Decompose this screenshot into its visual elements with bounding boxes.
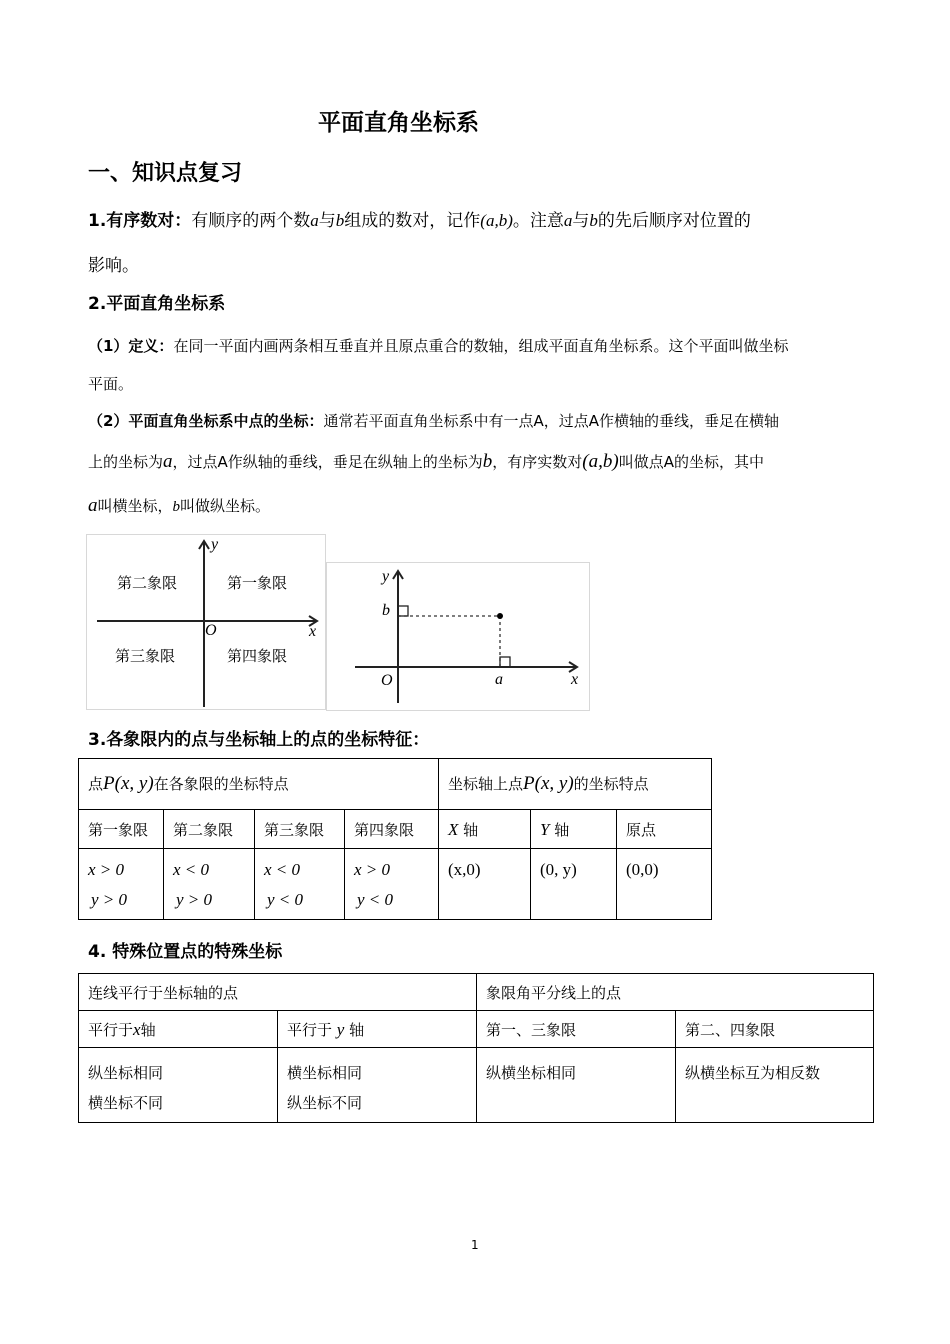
- coordinate-line2: [88, 451, 764, 473]
- table-cell: 第二象限: [164, 810, 255, 849]
- coordinate-text: 叫做纵坐标。: [180, 497, 271, 515]
- condition: y < 0: [267, 890, 304, 909]
- item3-heading: 3.各象限内的点与坐标轴上的点的坐标特征：: [88, 730, 430, 750]
- table-header-left: [79, 759, 439, 810]
- table-row: [79, 849, 712, 920]
- condition: y > 0: [91, 890, 128, 909]
- a-label: a: [495, 671, 503, 688]
- var-a: a: [563, 211, 573, 230]
- coordinate-text: 上的坐标为: [88, 453, 164, 471]
- condition: x < 0: [264, 860, 301, 879]
- page-title: 平面直角坐标系: [318, 110, 479, 136]
- table-cell: [79, 1048, 278, 1123]
- b-label: b: [382, 602, 390, 619]
- table-cell: [439, 810, 531, 849]
- pair-ab: (a,b): [480, 211, 513, 230]
- point-p: P(x, y): [523, 773, 574, 794]
- quadrant-table: [78, 758, 712, 920]
- right-angle-x: [500, 657, 510, 667]
- table-cell: 连线平行于坐标轴的点: [79, 974, 477, 1011]
- cell-line: 纵横坐标互为相反数: [685, 1064, 821, 1082]
- table-cell: [531, 810, 617, 849]
- table-cell: 象限角平分线上的点: [477, 974, 874, 1011]
- table-cell: 原点: [617, 810, 712, 849]
- condition: x < 0: [173, 860, 210, 879]
- definition-line2: 平面。: [88, 375, 134, 393]
- var-b: b: [335, 211, 345, 230]
- table-header-right: [439, 759, 712, 810]
- section-heading: 一、知识点复习: [88, 161, 243, 186]
- item1-text: 的先后顺序对位置的: [597, 211, 751, 231]
- axis-suffix: 轴: [463, 820, 479, 839]
- table-cell: (0,0): [617, 849, 712, 920]
- item4-heading: 4. 特殊位置点的特殊坐标: [88, 942, 283, 962]
- definition-text: 在同一平面内画两条相互垂直并且原点重合的数轴，组成平面直角坐标系。这个平面叫做坐标: [173, 337, 789, 355]
- table-cell: [79, 1011, 278, 1048]
- var-a: a: [310, 211, 319, 230]
- coordinate-text: 叫横坐标，: [97, 497, 173, 515]
- header-text: 点: [88, 775, 104, 793]
- x-axis-label: x: [309, 623, 317, 640]
- table-cell: 第二、四象限: [676, 1011, 874, 1048]
- axis-name: y: [336, 1019, 345, 1039]
- item1-text: 与: [572, 211, 590, 231]
- right-angle-y: [398, 606, 408, 616]
- var-b: b: [589, 211, 598, 230]
- header-text: 在各象限的坐标特点: [153, 775, 289, 793]
- axis-name: Y: [540, 819, 550, 839]
- table-row: [79, 1048, 874, 1123]
- condition: y < 0: [357, 890, 394, 909]
- item1-text: 与: [318, 211, 336, 231]
- cell-line: 纵坐标相同: [88, 1064, 164, 1082]
- table-cell: 第三象限: [255, 810, 345, 849]
- table-row: [79, 974, 874, 1011]
- quadrant-diagram: [87, 535, 325, 709]
- quadrant-4-label: 第四象限: [227, 647, 288, 665]
- header-text: 坐标轴上点: [448, 775, 524, 793]
- quadrant-2-label: 第二象限: [117, 574, 178, 592]
- page-number: 1: [471, 1238, 479, 1252]
- table-cell: [278, 1011, 477, 1048]
- cell-line: 横坐标不同: [88, 1094, 164, 1112]
- coordinate-line1: [88, 410, 779, 431]
- table-cell: [345, 849, 439, 920]
- origin-label: O: [205, 622, 217, 639]
- origin-label: O: [381, 672, 393, 689]
- table-cell: 第一、三象限: [477, 1011, 676, 1048]
- y-axis-label: y: [382, 568, 390, 585]
- projection-diagram: [327, 563, 589, 710]
- sub-header: 平行于: [287, 1020, 333, 1039]
- table-cell: [79, 849, 164, 920]
- quadrant-3-label: 第三象限: [115, 647, 176, 665]
- definition-label: （1）定义：: [88, 337, 174, 355]
- quadrant-figure: [86, 534, 326, 710]
- item1-text: 有顺序的两个数: [191, 211, 311, 231]
- header-text: 的坐标特点: [573, 775, 649, 793]
- table-cell: [255, 849, 345, 920]
- coordinate-text: 通常若平面直角坐标系中有一点A，过点A作横轴的垂线，垂足在横轴: [323, 412, 779, 430]
- y-axis-label: y: [211, 536, 219, 553]
- table-row: [79, 759, 712, 810]
- condition: x > 0: [88, 860, 125, 879]
- special-points-table: [78, 973, 874, 1123]
- definition-line: [88, 335, 788, 356]
- var-b: b: [172, 499, 181, 515]
- coordinate-label: （2）平面直角坐标系中点的坐标：: [88, 412, 324, 430]
- cell-line: 横坐标相同: [287, 1064, 363, 1082]
- table-row: [79, 1011, 874, 1048]
- item2-heading: 2.平面直角坐标系: [88, 294, 226, 314]
- table-cell: (x,0): [439, 849, 531, 920]
- var-a: a: [88, 495, 98, 516]
- table-cell: [676, 1048, 874, 1123]
- item1-label: 1.有序数对：: [88, 211, 192, 231]
- table-cell: [278, 1048, 477, 1123]
- axis-name: X: [448, 819, 459, 839]
- coordinate-text: ，过点A作纵轴的垂线，垂足在纵轴上的坐标为: [172, 453, 483, 471]
- coordinate-text: 叫做点A的坐标，其中: [618, 453, 764, 471]
- axis-suffix: 轴: [554, 820, 570, 839]
- var-a: a: [163, 451, 173, 472]
- table-cell: (0, y): [531, 849, 617, 920]
- point-p: P(x, y): [103, 773, 154, 794]
- condition: y > 0: [176, 890, 213, 909]
- sub-header: 平行于: [88, 1020, 134, 1039]
- table-row: [79, 810, 712, 849]
- quadrant-1-label: 第一象限: [227, 574, 288, 592]
- coordinate-text: ，有序实数对: [492, 453, 583, 471]
- point-marker: [497, 613, 503, 619]
- var-b: b: [482, 451, 493, 472]
- item1-line2: 影响。: [88, 256, 139, 276]
- item1-text: 。注意: [512, 211, 564, 231]
- item1-line1: [88, 212, 751, 230]
- axis-name: x: [133, 1019, 141, 1039]
- x-axis-label: x: [571, 671, 579, 688]
- axis-suffix: 轴: [349, 1020, 365, 1039]
- condition: x > 0: [354, 860, 391, 879]
- cell-line: 纵坐标不同: [287, 1094, 363, 1112]
- cell-line: 纵横坐标相同: [486, 1064, 577, 1082]
- table-cell: [164, 849, 255, 920]
- pair-ab: (a,b): [582, 451, 619, 472]
- coordinate-line3: [88, 495, 270, 517]
- table-cell: 第一象限: [79, 810, 164, 849]
- table-cell: 第四象限: [345, 810, 439, 849]
- projection-figure: [326, 562, 590, 711]
- axis-suffix: 轴: [140, 1020, 156, 1039]
- table-cell: [477, 1048, 676, 1123]
- item1-text: 组成的数对，记作: [344, 211, 481, 231]
